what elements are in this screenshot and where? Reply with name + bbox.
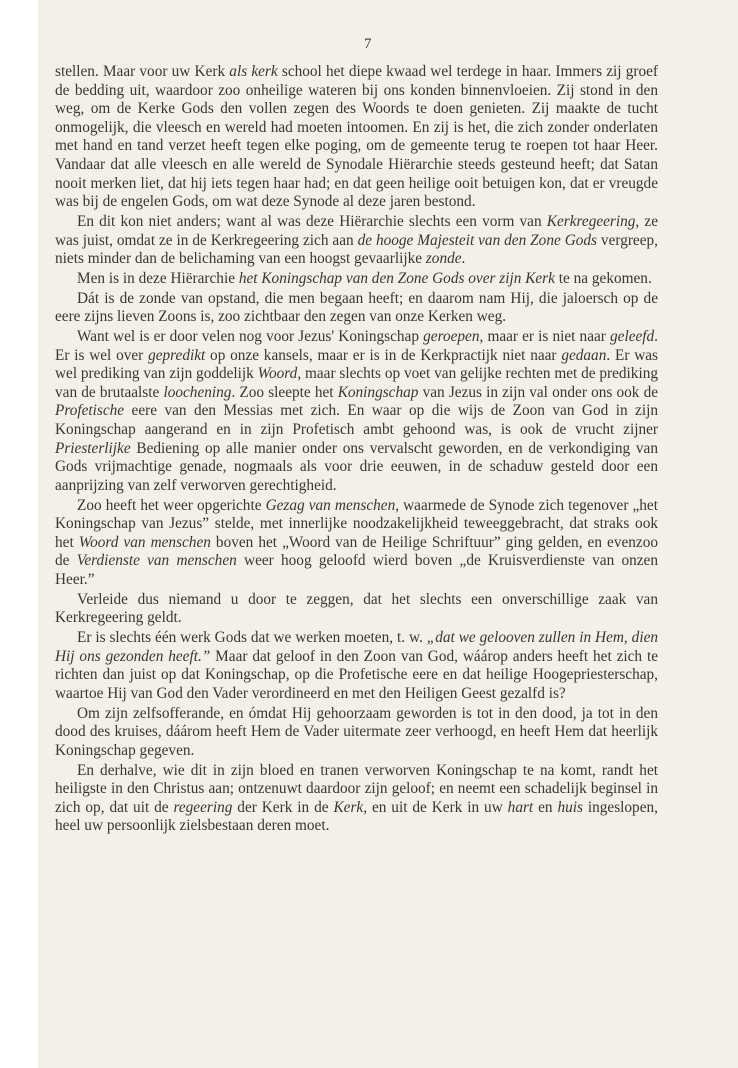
italic-run: Priesterlijke (55, 439, 131, 457)
paragraph (55, 270, 658, 289)
text-run: vergreep, niets minder dan de belichaming van een hoogst gevaarlijke (55, 231, 658, 268)
italic-run: Kerkregeering (546, 212, 636, 230)
text-run: En derhalve, wie dit in zijn bloed en tranen verworven Koningschap te na komt, randt het heiligste in den Christus aan; ontzenuwt daardoor zijn geloof; en neemt een schadelijk beginsel in zich op, dat uit de (55, 761, 658, 816)
text-run: , en uit de Kerk in uw (363, 798, 508, 816)
text-run: Om zijn zelfsofferande, en ómdat Hij gehoorzaam geworden is tot in den dood, ja tot in den dood des kruises, dáárom heeft Hem de Vader uitermate zeer verhoogd, en heeft Hem dat heerlijk Koningschap gegeven. (55, 704, 658, 759)
paragraph (55, 63, 658, 212)
italic-run: Profetische (55, 402, 125, 420)
italic-run: regeering (173, 798, 233, 816)
text-run: te na gekomen. (554, 269, 652, 287)
page-number: 7 (364, 36, 372, 52)
text-run: Er is slechts één werk Gods dat we werken moeten, t. w. (77, 629, 427, 647)
italic-run: de hooge Majesteit van den Zone Gods (357, 231, 597, 249)
text-run: Verleide dus niemand u door te zeggen, dat het slechts een onverschillige zaak van Kerkregeering geldt. (55, 590, 658, 627)
italic-run: „dat we gelooven zullen in Hem, dien Hij ons gezonden heeft.” (55, 629, 659, 665)
text-run: weer hoog geloofd wierd boven „de Kruisverdienste van onzen Heer.” (55, 552, 658, 588)
paragraph (55, 290, 658, 327)
text-run: school het diepe kwaad wel terdege in haar. Immers zij groef de bedding uit, waardoor zoo onheilige wateren bij ons konden binnenvloeien. Zij stond in den weg, om de Kerke Gods den vollen zegen des Woords te doen genieten. Zij maakte de tucht onmogelijk, die vleesch en wereld had moeten intoomen. En zij is het, die zich zonder onderlaten met hand en tand verzet heeft tegen elke poging, om de gemeente terug te roepen tot haar Heer. Vandaar dat alle vleesch en alle wereld de Synodale Hiërarchie steeds gesteund heeft; dat Satan nooit merken liet, dat hij iets tegen haar had; en dat geen heilige ooit betuigen kon, dat er vreugde was bij de engelen Gods, om wat deze Synode al deze jaren bestond. (55, 63, 659, 211)
text-run: . (461, 250, 466, 268)
italic-run: geroepen (423, 328, 480, 346)
text-run: . Zoo sleepte het (231, 383, 338, 401)
paragraph (55, 705, 658, 761)
body-text (55, 63, 658, 837)
text-run: , maar slechts op voet van gelijke rechten met de prediking van de brutaalste (55, 365, 658, 401)
italic-run: Woord van menschen (78, 533, 211, 551)
italic-run: gedaan (561, 346, 607, 364)
text-run: Want wel is er door velen nog voor Jezus' Koningschap (77, 328, 424, 346)
text-run: , ze was juist, omdat ze in de Kerkregeering zich aan (55, 212, 658, 249)
text-run: boven het „Woord van de Heilige Schriftuur” ging gelden, en evenzoo de (55, 533, 658, 570)
text-run: Zoo heeft het weer opgerichte (77, 496, 266, 514)
text-run: . Er was wel prediking van zijn goddelijk (55, 346, 658, 383)
italic-run: gepredikt (148, 346, 206, 364)
paragraph (55, 213, 658, 269)
book-page (38, 0, 738, 1068)
text-run: van Jezus in zijn val onder ons ook de (418, 383, 659, 401)
text-run: der Kerk in de (232, 798, 334, 816)
italic-run: Koningschap (337, 383, 419, 401)
italic-run: Kerk (333, 798, 364, 816)
text-run: en (533, 798, 558, 816)
text-run: Maar dat geloof in den Zoon van God, wáárop anders heeft het zich te richten dan juist op dat Koningschap, op die Profetische eere en dat heilige Hoogepriesterschap, waartoe Hij van God den Vader verordineerd en met den Heiligen Geest gezalfd is? (55, 647, 658, 702)
text-run: . Er is wel over (55, 328, 658, 364)
text-run: , waarmede de Synode zich tegenover „het Koningschap van Jezus” stelde, met innerlijke noodzakelijkheid teweeggebracht, dat straks ook het (55, 496, 658, 551)
paragraph (55, 328, 658, 495)
italic-run: als kerk (229, 63, 278, 80)
text-run: , maar er is niet naar (479, 328, 610, 346)
italic-run: Woord (257, 365, 298, 383)
text-run: eere van den Messias met zich. En waar op die wijs de Zoon van God in zijn Koningschap aangerand en in zijn Profetisch ambt gehoond was, is ook de vrucht zijner (55, 402, 658, 439)
italic-run: Verdienste van menschen (76, 552, 237, 570)
italic-run: loochening (163, 383, 232, 401)
text-run: Dát is de zonde van opstand, die men begaan heeft; en daarom nam Hij, die jaloersch op de eere zijns lieven Zoons is, zoo zichtbaar den zegen van onze Kerken weg. (55, 289, 658, 326)
italic-run: geleefd (610, 328, 655, 346)
paragraph (55, 591, 658, 628)
text-run: ingeslopen, heel uw persoonlijk zielsbestaan deren moet. (55, 798, 658, 835)
text-run: op onze kansels, maar er is in de Kerkpractijk niet naar (205, 346, 562, 364)
italic-run: zonde (425, 250, 462, 268)
text-run: En dit kon niet anders; want al was deze Hiërarchie slechts een vorm van (77, 212, 547, 230)
italic-run: het Koningschap van den Zone Gods over zijn Kerk (238, 269, 555, 287)
italic-run: huis (557, 798, 583, 816)
italic-run: Gezag van menschen (265, 496, 396, 514)
text-run: stellen. Maar voor uw Kerk (55, 63, 230, 80)
paragraph (55, 762, 658, 836)
text-run: Bediening op alle manier onder ons vervalscht geworden, en de verkondiging van Gods vrijmachtige genade, nogmaals als voor drie eeuwen, in de schaduw gesteld door een aanprijzing van zelf verworven gerechtigheid. (55, 439, 658, 494)
text-run: Men is in deze Hiërarchie (77, 269, 239, 287)
italic-run: hart (507, 798, 534, 816)
paragraph (55, 497, 658, 590)
paragraph (55, 629, 658, 703)
